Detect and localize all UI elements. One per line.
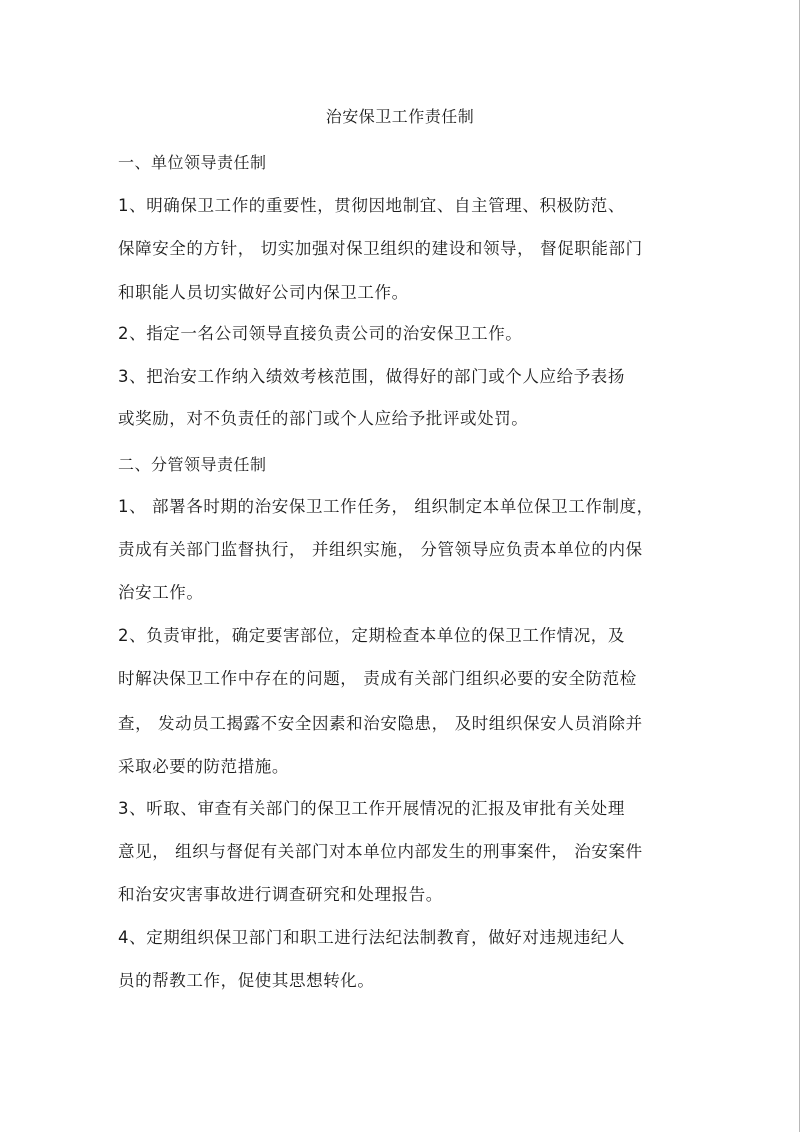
section-heading-2: 二、分管领导责任制 <box>118 455 267 474</box>
paragraph-line: 4、定期组织保卫部门和职工进行法纪法制教育，做好对违规违纪人 <box>118 928 625 947</box>
paragraph-line: 治安工作。 <box>118 583 204 602</box>
paragraph-line: 责成有关部门监督执行， 并组织实施， 分管领导应负责本单位的内保 <box>118 540 643 559</box>
paragraph-line: 员的帮教工作，促使其思想转化。 <box>118 971 375 990</box>
paragraph-line: 2、指定一名公司领导直接负责公司的治安保卫工作。 <box>118 324 523 343</box>
paragraph-line: 3、听取、审查有关部门的保卫工作开展情况的汇报及审批有关处理 <box>118 799 625 818</box>
paragraph-line: 1、 部署各时期的治安保卫工作任务， 组织制定本单位保卫工作制度， <box>118 497 654 516</box>
section-heading-1: 一、单位领导责任制 <box>118 153 267 172</box>
paragraph-line: 采取必要的防范措施。 <box>118 757 289 776</box>
paragraph-line: 意见， 组织与督促有关部门对本单位内部发生的刑事案件， 治安案件 <box>118 842 643 861</box>
paragraph-line: 或奖励，对不负责任的部门或个人应给予批评或处罚。 <box>118 409 529 428</box>
document-title: 治安保卫工作责任制 <box>325 107 475 126</box>
paragraph-line: 保障安全的方针， 切实加强对保卫组织的建设和领导， 督促职能部门 <box>118 239 643 258</box>
paragraph-line: 时解决保卫工作中存在的问题， 责成有关部门组织必要的安全防范检 <box>118 669 637 688</box>
paragraph-line: 2、负责审批，确定要害部位，定期检查本单位的保卫工作情况，及 <box>118 626 625 645</box>
paragraph-line: 1、明确保卫工作的重要性，贯彻因地制宜、自主管理、积极防范、 <box>118 196 625 215</box>
paragraph-line: 和职能人员切实做好公司内保卫工作。 <box>118 283 409 302</box>
paragraph-line: 查， 发动员工揭露不安全因素和治安隐患， 及时组织保安人员消除并 <box>118 714 643 733</box>
paragraph-line: 3、把治安工作纳入绩效考核范围，做得好的部门或个人应给予表扬 <box>118 367 625 386</box>
paragraph-line: 和治安灾害事故进行调查研究和处理报告。 <box>118 885 443 904</box>
